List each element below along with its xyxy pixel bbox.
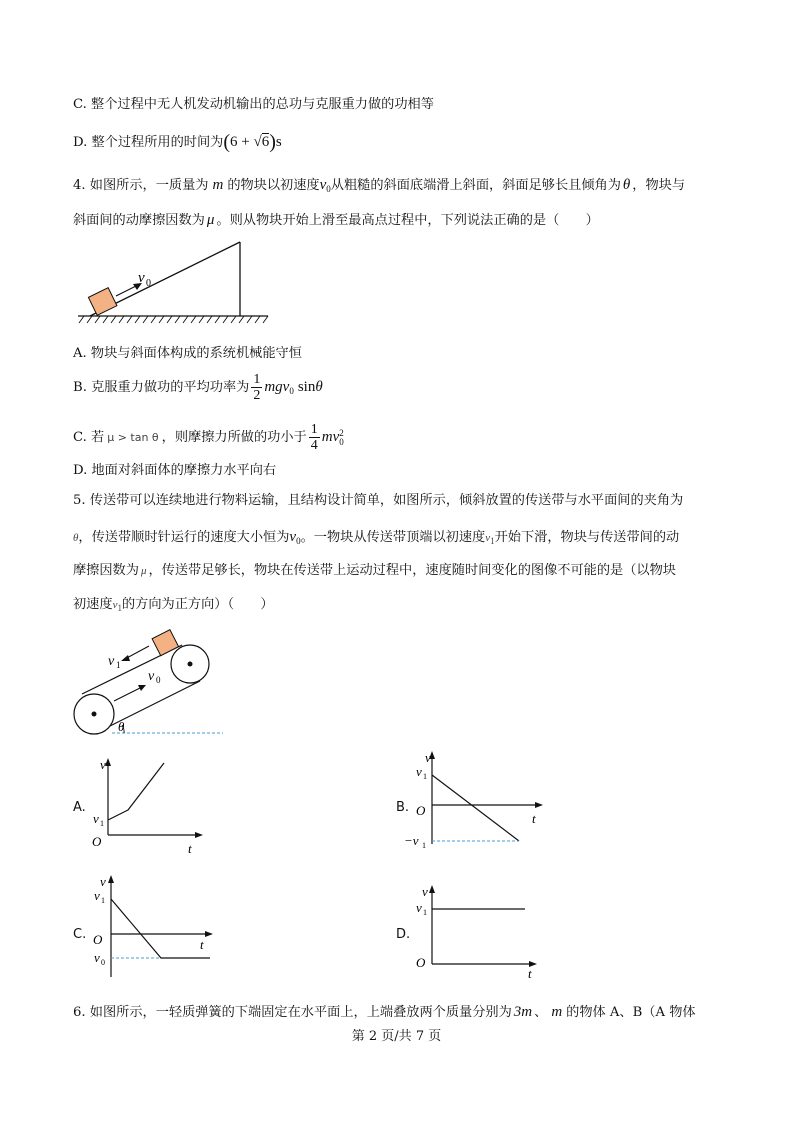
q4-c-num: 1 xyxy=(310,422,318,437)
graph-d-origin: O xyxy=(416,955,426,970)
q4-incline-figure xyxy=(78,236,273,328)
conveyor-block xyxy=(152,630,178,656)
graph-c-label[interactable]: C. xyxy=(73,927,87,942)
q5-conveyor-figure xyxy=(68,624,228,736)
graph-a-axis-t: t xyxy=(188,841,192,855)
q4-stem-2b: 。则从物块开始上滑至最高点过程中，下列说法正确的是（ ） xyxy=(216,213,599,228)
q4-stem-line-2 xyxy=(73,211,599,230)
graph-b-origin: O xyxy=(416,803,426,818)
graph-c-tick-v0: v xyxy=(94,950,100,965)
q5-v0: v xyxy=(289,529,297,545)
fig-v1: v xyxy=(108,654,115,669)
v0-arrow xyxy=(114,687,142,701)
graph-b-axis-v: v xyxy=(425,750,431,765)
graph-b-tick-neg-v1-sub: 1 xyxy=(422,841,426,850)
q4-b-theta: θ xyxy=(315,379,323,395)
q4-b-den: 2 xyxy=(253,388,261,403)
graph-c-tick-v0-sub: 0 xyxy=(101,958,105,967)
graph-c-curve xyxy=(111,899,210,958)
fig-v0: v xyxy=(148,669,155,684)
graph-b-tick-neg-v1: −v xyxy=(404,833,419,848)
q4-stem-2a: 斜面间的动摩擦因数为 xyxy=(73,213,205,228)
graph-a-origin: O xyxy=(92,834,102,849)
sqrt-symbol: √6 xyxy=(253,134,270,150)
q4-c-mid: ，则摩擦力所做的功小于 xyxy=(161,430,307,445)
fig-v0-sub: 0 xyxy=(156,675,161,685)
graph-a-t-arrow xyxy=(195,832,203,838)
q4-option-c-frac xyxy=(309,422,320,453)
graph-b-curve xyxy=(432,775,519,841)
q4-b-expr: mgv xyxy=(264,379,290,395)
ground-hatching xyxy=(79,316,268,323)
q6-stem-line-1 xyxy=(73,1003,696,1022)
pulley-right-axle xyxy=(188,662,193,667)
graph-d-axis-t: t xyxy=(528,966,532,981)
q3-option-c: C. 整个过程中无人机发动机输出的总功与克服重力做的功相等 xyxy=(73,97,434,112)
v1-arrowhead xyxy=(121,655,130,661)
graph-b-tick-v1-sub: 1 xyxy=(423,772,427,781)
graph-b[interactable] xyxy=(390,748,550,853)
graph-c-tick-v1-sub: 1 xyxy=(101,896,105,905)
graph-b-t-arrow xyxy=(535,802,543,808)
q4-option-b-frac xyxy=(251,372,262,403)
graph-a[interactable] xyxy=(88,755,213,855)
q6-m1: m xyxy=(551,1004,563,1020)
graph-b-axis-t: t xyxy=(532,811,536,826)
q5-stem-4a: 初速度 xyxy=(73,597,113,612)
graph-a-axis-v: v xyxy=(100,757,106,772)
pulley-left-axle xyxy=(92,712,97,717)
q5-stem-4b: 的方向为正方向）（ ） xyxy=(121,597,274,612)
q4-option-b-text: B. 克服重力做功的平均功率为 xyxy=(73,380,250,395)
q4-mu: μ xyxy=(206,212,215,228)
graph-a-v-arrow xyxy=(105,758,111,766)
q4-option-c-text: C. 若 xyxy=(73,430,105,445)
q4-option-b xyxy=(73,372,323,403)
q4-option-c xyxy=(73,422,344,453)
q5-stem-3a: 摩擦因数为 xyxy=(73,563,139,578)
graph-c[interactable] xyxy=(88,872,218,982)
q4-b-num: 1 xyxy=(253,372,261,387)
page-footer: 第 2 页/共 7 页 xyxy=(351,1029,442,1044)
q3-option-d xyxy=(73,133,282,152)
q4-stem-line-1 xyxy=(73,176,685,198)
graph-d-tick-v1-sub: 1 xyxy=(423,908,427,917)
graph-d-label[interactable]: D. xyxy=(396,927,411,942)
q3-option-d-expr: ( xyxy=(223,131,231,153)
graph-a-tick-v1-sub: 1 xyxy=(100,819,104,828)
q5-mu: μ xyxy=(140,565,147,577)
graph-c-axis-t: t xyxy=(200,937,204,952)
q3-option-d-root: 6 xyxy=(261,134,270,150)
q6-stem-a: 6. 如图所示，一轻质弹簧的下端固定在水平面上，上端叠放两个质量分别为 xyxy=(73,1005,512,1020)
graph-c-axis-v: v xyxy=(100,874,106,889)
q5-v1: v xyxy=(485,532,491,544)
graph-c-origin: O xyxy=(93,932,103,947)
q4-v0-sub: 0 xyxy=(326,184,331,194)
graph-a-tick-v1: v xyxy=(93,811,99,826)
fig-v1-sub: 1 xyxy=(116,660,121,670)
q6-stem-c: 的物体 A、B（A 物体 xyxy=(566,1005,696,1020)
q5-v0-sub: 0 xyxy=(296,536,301,546)
fig-v-sub: 0 xyxy=(146,278,151,289)
q5-stem-line-1: 5. 传送带可以连续地进行物料运输，且结构设计简单，如图所示，倾斜放置的传送带与水平面间的夹角为 xyxy=(73,493,684,508)
graph-d-axis-v: v xyxy=(422,884,428,899)
q4-c-sup: 2 xyxy=(339,427,344,438)
q4-stem-1b: 的物块以初速度 xyxy=(227,178,320,193)
q5-stem-2b: ，传送带顺时针运行的速度大小恒为 xyxy=(78,530,290,545)
q4-b-sub: 0 xyxy=(289,386,294,396)
q5-theta: θ xyxy=(73,532,79,544)
q4-stem-1c: 从粗糙的斜面底端滑上斜面，斜面足够长且倾角为 xyxy=(330,178,621,193)
graph-a-curve xyxy=(108,763,164,820)
q4-stem-1d: ，物块与 xyxy=(632,178,686,193)
q5-stem-line-4 xyxy=(73,596,274,617)
q3-option-d-paren: ) xyxy=(269,131,276,153)
q4-v0: v xyxy=(319,177,327,193)
q4-option-d: D. 地面对斜面体的摩擦力水平向右 xyxy=(73,463,277,478)
fig-theta: θ xyxy=(118,719,125,734)
q5-stem-2f: 开始下滑，物块与传送带间的动 xyxy=(494,530,680,545)
q5-stem-3b: ，传送带足够长，物块在传送带上运动过程中，速度随时间变化的图像不可能的是（以物块 xyxy=(148,563,676,578)
q4-stem-1a: 4. 如图所示，一质量为 xyxy=(73,178,209,193)
graph-d-v-arrow xyxy=(429,885,435,893)
block xyxy=(88,288,117,316)
fig-v-label: v xyxy=(138,270,145,286)
graph-c-tick-v1: v xyxy=(94,888,100,903)
q5-stem-line-2 xyxy=(73,528,679,550)
q4-theta: θ xyxy=(622,177,631,193)
belt-bottom xyxy=(102,681,200,730)
graph-b-tick-v1: v xyxy=(416,764,422,779)
graph-c-v-arrow xyxy=(108,875,114,883)
q5-stem-4v: v xyxy=(112,599,118,611)
q3-option-d-expr-a: 6 + xyxy=(230,134,254,150)
q6-stem-b: 、 xyxy=(534,1005,548,1020)
q4-m: m xyxy=(212,177,224,193)
q5-v1-sub: 1 xyxy=(490,536,495,546)
q5-stem-2d: 。一物块从传送带顶端以初速度 xyxy=(300,530,486,545)
q4-option-a: A. 物块与斜面体构成的系统机械能守恒 xyxy=(73,346,302,361)
q3-option-d-text: D. 整个过程所用的时间为 xyxy=(73,135,224,150)
graph-d[interactable] xyxy=(410,882,550,982)
graph-a-label[interactable]: A. xyxy=(73,800,86,815)
graph-d-tick-v1: v xyxy=(416,900,422,915)
graph-c-t-arrow xyxy=(205,931,213,937)
q4-c-expr: mv xyxy=(321,429,340,445)
q3-option-d-unit: s xyxy=(275,134,282,150)
q5-stem-4sub: 1 xyxy=(117,603,122,613)
q4-c-sub: 0 xyxy=(339,436,344,447)
q5-stem-line-3 xyxy=(73,562,676,580)
q4-c-den: 4 xyxy=(310,438,318,453)
q4-c-cond: μ > tan θ xyxy=(107,431,159,444)
q6-m3: 3m xyxy=(513,1004,533,1020)
graph-b-label[interactable]: B. xyxy=(396,800,410,815)
q4-b-trig: sin xyxy=(297,379,316,395)
